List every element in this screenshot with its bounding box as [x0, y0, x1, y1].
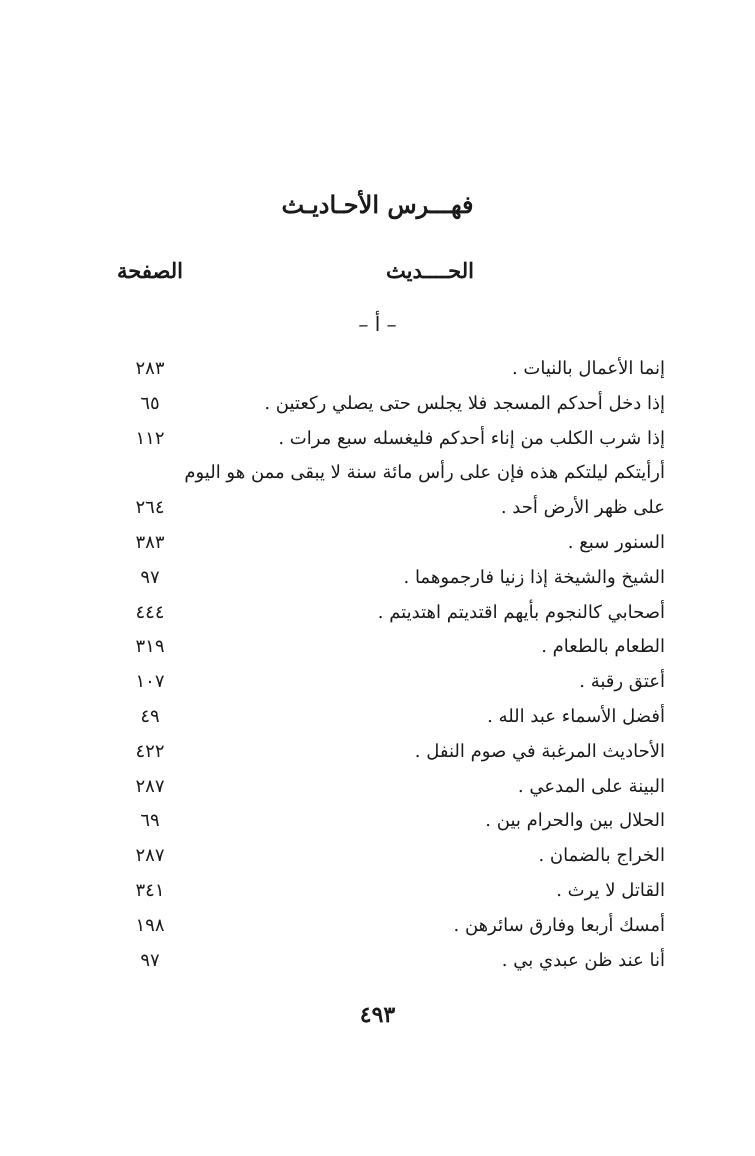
index-entry: [100, 700, 665, 735]
index-entry: [100, 561, 665, 596]
index-entry: [100, 352, 665, 387]
hadith-text: أرأيتكم ليلتكم هذه فإن على رأس مائة سنة لا يبقى ممن هو اليوم: [184, 462, 665, 484]
page-ref: ٩٧: [140, 566, 160, 588]
index-entry: [100, 596, 665, 631]
index-entry: [100, 422, 665, 457]
page-ref: ٣١٩: [135, 636, 165, 658]
hadith-text: القاتل لا يرث .: [556, 879, 665, 901]
index-entry: [100, 387, 665, 422]
index-entry: [100, 804, 665, 839]
page-ref: ٢٨٣: [135, 358, 165, 379]
page-ref: ٦٥: [140, 392, 160, 414]
index-entry: [100, 909, 665, 944]
index-entry: [100, 630, 665, 665]
hadith-index-list: [100, 352, 665, 978]
index-entry: [100, 874, 665, 909]
hadith-text: الأحاديث المرغبة في صوم النفل .: [414, 740, 665, 762]
page-ref: ٢٨٧: [135, 775, 165, 797]
index-entry: [100, 770, 665, 805]
index-entry: [100, 526, 665, 561]
index-entry: [100, 735, 665, 770]
page-ref: ٤٢٢: [135, 740, 165, 762]
page-ref: ٩٧: [140, 949, 160, 971]
page-ref: ٦٩: [140, 810, 160, 832]
page-ref: ٢٨٧: [135, 845, 165, 867]
page-ref: ٢٦٤: [135, 497, 165, 519]
page-ref: ٣٨٣: [135, 531, 165, 553]
hadith-text: أعتق رقبة .: [579, 671, 665, 693]
hadith-text: إذا شرب الكلب من إناء أحدكم فليغسله سبع مرات .: [278, 427, 665, 449]
index-entry: [100, 491, 665, 526]
hadith-text: الحلال بين والحرام بين .: [485, 810, 665, 832]
page-ref: ١١٢: [135, 427, 165, 449]
page-ref: ١٠٧: [135, 671, 165, 693]
section-letter-heading: – أ –: [358, 312, 397, 336]
column-header-hadith: الحــــديث: [386, 258, 474, 283]
hadith-text: أنا عند ظن عبدي بي .: [501, 949, 665, 971]
hadith-text: الطعام بالطعام .: [541, 636, 665, 658]
hadith-text: البينة على المدعي .: [517, 775, 665, 797]
page-ref: ٤٤٤: [135, 601, 165, 623]
hadith-text: أمسك أربعا وفارق سائرهن .: [453, 914, 665, 936]
page-ref: ١٩٨: [135, 914, 165, 936]
page-number: ٤٩٣: [359, 1002, 396, 1028]
index-entry: [100, 839, 665, 874]
column-header-page: الصفحة: [117, 258, 183, 283]
hadith-text: أصحابي كالنجوم بأيهم اقتديتم اهتديتم .: [377, 601, 665, 623]
hadith-text: السنور سبع .: [567, 531, 665, 553]
index-entry: [100, 665, 665, 700]
hadith-text: إنما الأعمال بالنيات .: [511, 358, 665, 379]
index-title: فهـــرس الأحـاديـث: [281, 190, 474, 219]
page-ref: ٤٩: [140, 705, 160, 727]
hadith-text: أفضل الأسماء عبد الله .: [487, 705, 665, 727]
index-entry: [100, 944, 665, 979]
hadith-text: إذا دخل أحدكم المسجد فلا يجلس حتى يصلي ركعتين .: [264, 392, 665, 414]
index-entry: [100, 456, 665, 491]
hadith-text: الشيخ والشيخة إذا زنيا فارجموهما .: [403, 566, 665, 588]
hadith-text: على ظهر الأرض أحد .: [500, 497, 665, 519]
page-ref: ٣٤١: [135, 879, 165, 901]
hadith-text: الخراج بالضمان .: [538, 845, 665, 867]
